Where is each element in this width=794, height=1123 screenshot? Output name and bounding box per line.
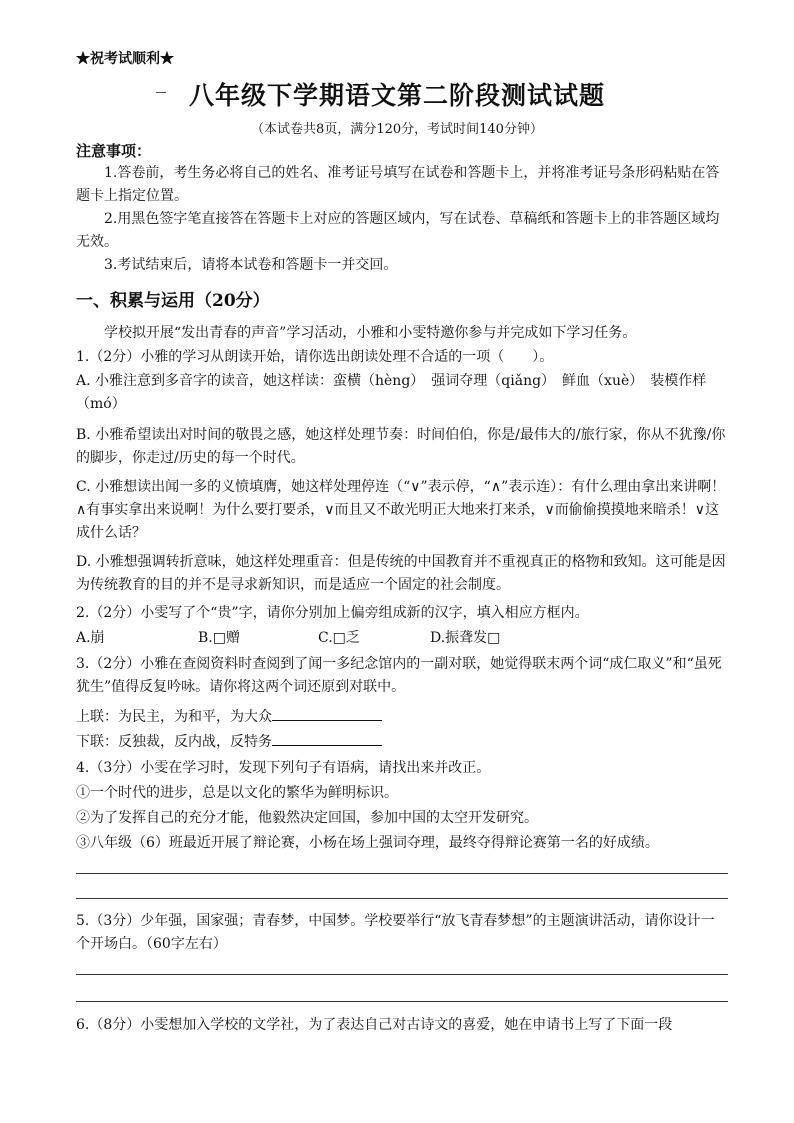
q1-option-c: C. 小雅想读出闻一多的义愤填膺，她这样处理停连（“∨”表示停，“∧”表示连）：有什么理由拿出来讲啊！∧有事实拿出来说啊！为什么要打要杀，∨而且又不敢光明正大地来打来杀，∨而偷偷摸摸地来暗杀！∨这成什么话？ — [76, 479, 726, 541]
notice-item-2: 2.用黑色签字笔直接答在答题卡上对应的答题区域内，写在试卷、草稿纸和答题卡上的非答题区域均无效。 — [76, 211, 720, 250]
q3-stem: 3.（2分）小雅在查阅资料时查阅到了闻一多纪念馆内的一副对联，她觉得联末两个词“成仁取义”和“虽死犹生”值得反复吟咏。请你将这两个词还原到对联中。 — [76, 656, 722, 695]
q5-stem: 5.（3分）少年强，国家强；青春梦，中国梦。学校要举行“放飞青春梦想”的主题演讲活动，请你设计一个开场白。（60字左右） — [76, 913, 715, 952]
q3-lower-couplet — [76, 731, 382, 754]
q2-stem: 2.（2分）小雯写了个“贵”字，请你分别加上偏旁组成新的汉字，填入相应方框内。 — [76, 605, 589, 621]
q4-stem: 4.（3分）小雯在学习时，发现下列句子有语病，请找出来并改正。 — [76, 760, 491, 776]
notice-item-1: 1.答卷前，考生务必将自己的姓名、准考证号填写在试卷和答题卡上，并将准考证号条形码粘贴在答题卡上指定位置。 — [76, 165, 720, 204]
q1-stem: 1.（2分）小雅的学习从朗读开始，请你选出朗读处理不合适的一项（ ）。 — [76, 349, 554, 365]
notice-item-3: 3.考试结束后，请将本试卷和答题卡一并交回。 — [104, 257, 398, 273]
q4-sentence-3: ③八年级（6）班最近开展了辩论赛，小杨在场上强词夺理，最终夺得辩论赛第一名的好成绩。 — [76, 835, 659, 851]
section-heading: 一、积累与运用（20分） — [76, 291, 270, 311]
page-title: 八年级下学期语文第二阶段测试试题 — [188, 81, 605, 110]
q5-answer-line-1[interactable] — [76, 974, 728, 975]
q1-option-a: A. 小雅注意到多音字的读音，她这样读：蛮横（hèng） 强词夺理（qiǎng） 鲜血（xuè） 装模作样（mó） — [76, 373, 707, 412]
q2-option-a: A.崩 — [76, 630, 105, 646]
q4-answer-line-2[interactable] — [76, 898, 728, 899]
q6-stem: 6.（8分）小雯想加入学校的文学社，为了表达自己对古诗文的喜爱，她在申请书上写了下面一段 — [76, 1017, 673, 1033]
q3-upper-blank[interactable] — [272, 706, 382, 721]
q1-option-d: D. 小雅想强调转折意味，她这样处理重音：但是传统的中国教育并不重视真正的格物和致知。这可能是因为传统教育的目的并不是寻求新知识，而是适应一个固定的社会制度。 — [76, 554, 726, 593]
q2-option-b: B.□赠 — [198, 630, 240, 646]
q4-sentence-1: ①一个时代的进步，总是以文化的繁华为鲜明标识。 — [76, 785, 398, 801]
q2-option-c: C.□乏 — [318, 630, 360, 646]
page-subtitle: （本试卷共8页，满分120分，考试时间140分钟） — [251, 122, 543, 137]
section-intro: 学校拟开展“发出青春的声音”学习活动，小雅和小雯特邀你参与并完成如下学习任务。 — [104, 325, 637, 341]
q4-answer-line-1[interactable] — [76, 873, 728, 874]
q4-sentence-2: ②为了发挥自己的充分才能，他毅然决定回国，参加中国的太空开发研究。 — [76, 810, 538, 826]
q3-lower-blank[interactable] — [272, 731, 382, 746]
q3-upper-label: 上联：为民主，为和平，为大众 — [76, 709, 272, 725]
notice-heading: 注意事项： — [76, 142, 152, 160]
header-note: ★祝考试顺利★ — [76, 51, 174, 67]
q2-option-d: D.振聋发□ — [430, 630, 501, 646]
q3-upper-couplet — [76, 706, 382, 729]
q5-answer-line-2[interactable] — [76, 1001, 728, 1002]
q1-option-b: B. 小雅希望读出对时间的敬畏之感，她这样处理节奏：时间伯伯，你是/最伟大的/旅行家，你从不犹豫/你的脚步，你走过/历史的每一个时代。 — [76, 427, 726, 466]
q3-lower-label: 下联：反独裁，反内战，反特务 — [76, 734, 272, 750]
